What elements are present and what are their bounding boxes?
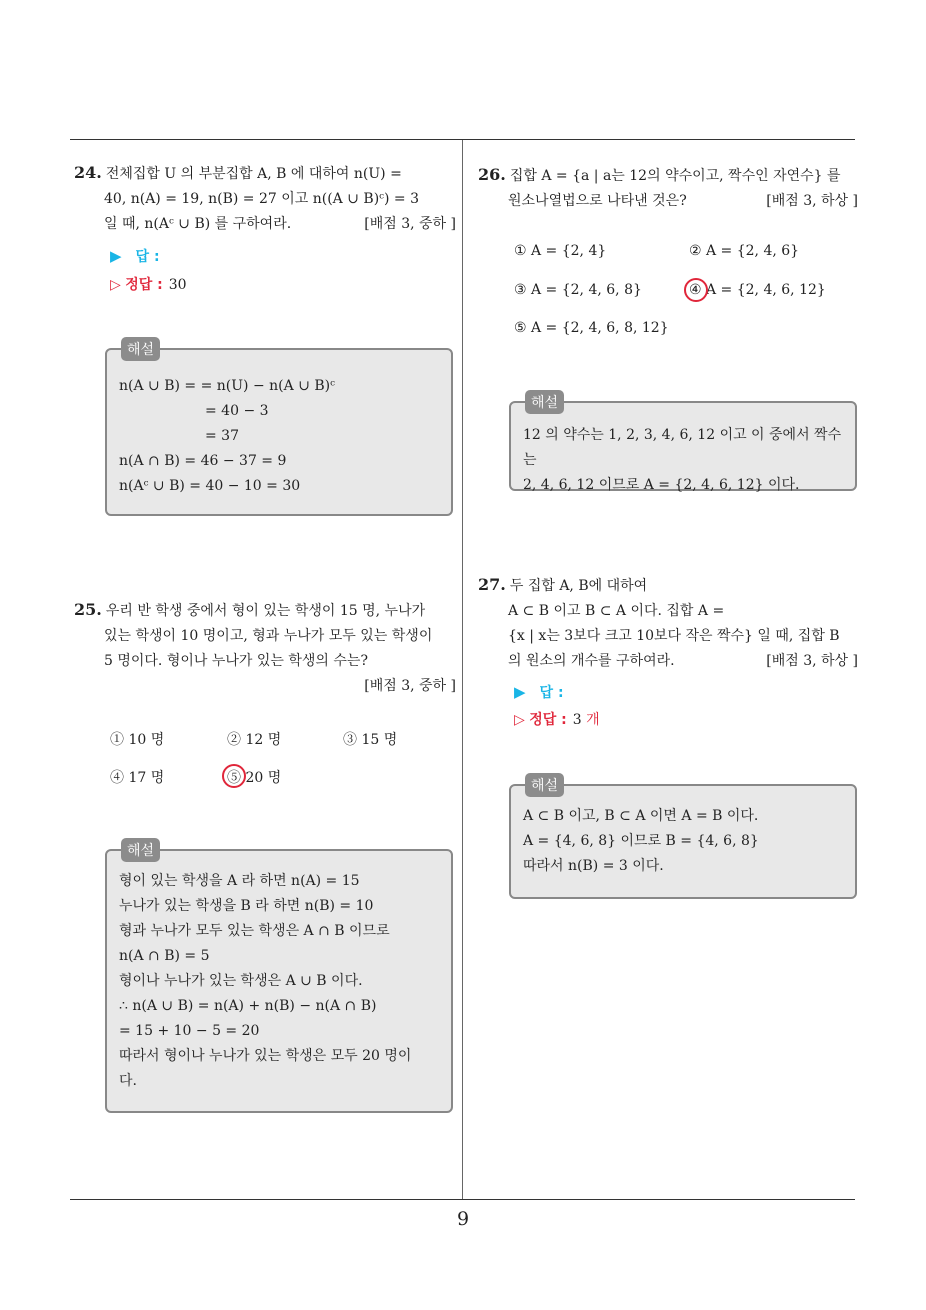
explanation-label: 해설 [525, 390, 564, 414]
explanation-line: = 40 − 3 [205, 403, 269, 419]
question-text: 5 명이다. 형이나 누나가 있는 학생의 수는? [104, 653, 368, 669]
option-5[interactable]: ⑤ 20 명 [227, 770, 282, 786]
explanation-line: A ⊂ B 이고, B ⊂ A 이면 A = B 이다. [523, 808, 759, 824]
score-meta: [배점 3, 하상 ] [766, 653, 858, 669]
explanation-line: n(A ∩ B) = 46 − 37 = 9 [119, 453, 287, 469]
bottom-rule [70, 1199, 855, 1200]
page-number: 9 [456, 1208, 470, 1230]
score-meta: [배점 3, 중하 ] [364, 216, 456, 232]
question-24 [74, 160, 456, 237]
correct-value: 3 [572, 712, 582, 728]
triangle-outline-icon: ▷ [514, 712, 525, 728]
question-27 [478, 572, 858, 674]
question-text: 의 원소의 개수를 구하여라. [508, 653, 675, 669]
question-text: {x | x는 3보다 크고 10보다 작은 짝수} 일 때, 집합 B [508, 628, 840, 644]
selected-answer-circle [222, 764, 246, 788]
explanation-box [105, 342, 453, 516]
answer-label: 답 : [135, 249, 160, 265]
column-divider [462, 140, 463, 1200]
answer-line [110, 246, 160, 266]
correct-answer-line [110, 274, 187, 294]
option-3[interactable]: ③ A = {2, 4, 6, 8} [514, 282, 642, 298]
option-1[interactable]: ① A = {2, 4} [514, 243, 607, 259]
explanation-box [509, 778, 857, 899]
explanation-label: 해설 [121, 838, 160, 862]
explanation-line: n(A ∩ B) = 5 [119, 948, 210, 964]
explanation-line: 형과 누나가 모두 있는 학생은 A ∩ B 이므로 [119, 923, 390, 939]
question-number: 27. [478, 575, 506, 594]
explanation-line: 누나가 있는 학생을 B 라 하면 n(B) = 10 [119, 898, 374, 914]
triangle-outline-icon: ▷ [110, 277, 121, 293]
option-2[interactable]: ② A = {2, 4, 6} [689, 243, 800, 259]
explanation-box [105, 843, 453, 1113]
explanation-line: ∴ n(A ∪ B) = n(A) + n(B) − n(A ∩ B) [119, 998, 377, 1014]
question-25 [74, 597, 456, 699]
answer-line [514, 682, 564, 702]
play-icon: ▶ [110, 247, 122, 265]
question-number: 25. [74, 600, 102, 619]
explanation-line: 형이 있는 학생을 A 라 하면 n(A) = 15 [119, 873, 360, 889]
question-text: 우리 반 학생 중에서 형이 있는 학생이 15 명, 누나가 [105, 603, 426, 619]
question-number: 24. [74, 163, 102, 182]
correct-answer-line [514, 709, 600, 729]
explanation-line: 다. [119, 1073, 137, 1089]
option-4[interactable]: ④ A = {2, 4, 6, 12} [689, 282, 826, 298]
question-26 [478, 162, 858, 214]
option-4[interactable]: ④ 17 명 [110, 770, 165, 786]
answer-label: 답 : [539, 685, 564, 701]
correct-unit: 개 [586, 712, 600, 728]
question-text: 집합 A = {a | a는 12의 약수이고, 짝수인 자연수} 를 [509, 168, 841, 184]
option-5[interactable]: ⑤ A = {2, 4, 6, 8, 12} [514, 320, 669, 336]
question-text: 40, n(A) = 19, n(B) = 27 이고 n((A ∪ B)ᶜ) = 3 [104, 191, 420, 207]
correct-label: 정답 : [529, 712, 567, 728]
play-icon: ▶ [514, 683, 526, 701]
option-1[interactable]: ① 10 명 [110, 732, 165, 748]
score-meta: [배점 3, 중하 ] [364, 678, 456, 694]
selected-answer-circle [684, 278, 708, 302]
score-meta: [배점 3, 하상 ] [766, 193, 858, 209]
question-text: A ⊂ B 이고 B ⊂ A 이다. 집합 A = [508, 603, 725, 619]
explanation-line: 따라서 n(B) = 3 이다. [523, 858, 664, 874]
question-text: 전체집합 U 의 부분집합 A, B 에 대하여 n(U) = [105, 166, 402, 182]
explanation-line: = 15 + 10 − 5 = 20 [119, 1023, 260, 1039]
explanation-line: 2, 4, 6, 12 이므로 A = {2, 4, 6, 12} 이다. [523, 477, 800, 493]
explanation-box [509, 395, 857, 493]
explanation-line: 형이나 누나가 있는 학생은 A ∪ B 이다. [119, 973, 363, 989]
explanation-line: A = {4, 6, 8} 이므로 B = {4, 6, 8} [523, 833, 759, 849]
explanation-label: 해설 [121, 337, 160, 361]
explanation-line: 12 의 약수는 1, 2, 3, 4, 6, 12 이고 이 중에서 짝수는 [523, 427, 842, 468]
explanation-line: = 37 [205, 428, 239, 444]
explanation-line: 따라서 형이나 누나가 있는 학생은 모두 20 명이 [119, 1048, 412, 1064]
explanation-line: n(Aᶜ ∪ B) = 40 − 10 = 30 [119, 478, 301, 494]
option-3[interactable]: ③ 15 명 [343, 732, 398, 748]
explanation-line: n(A ∪ B) = = n(U) − n(A ∪ B)ᶜ [119, 378, 335, 394]
question-text: 두 집합 A, B에 대하여 [509, 578, 648, 594]
option-2[interactable]: ② 12 명 [227, 732, 282, 748]
question-text: 있는 학생이 10 명이고, 형과 누나가 모두 있는 학생이 [104, 628, 433, 644]
correct-label: 정답 : [125, 277, 163, 293]
question-text: 원소나열법으로 나타낸 것은? [508, 193, 687, 209]
question-text: 일 때, n(Aᶜ ∪ B) 를 구하여라. [104, 216, 292, 232]
correct-value: 30 [168, 277, 187, 293]
question-number: 26. [478, 165, 506, 184]
explanation-label: 해설 [525, 773, 564, 797]
